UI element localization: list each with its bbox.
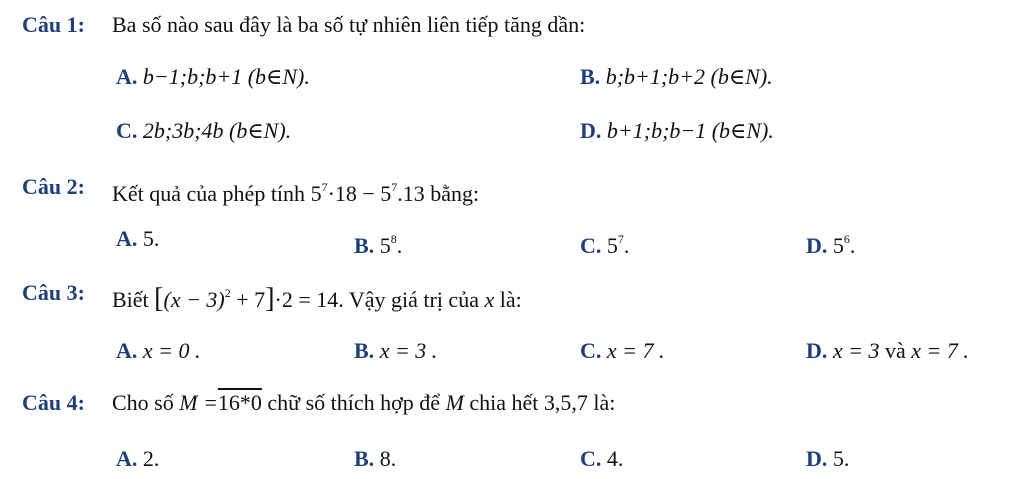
question-4-m-expr: M = [179,390,218,415]
q2-option-d [806,226,855,259]
option-letter: C. [116,118,138,143]
q2-option-b [354,226,402,259]
question-1-label: Câu 1: [22,12,85,37]
q4-option-a [116,446,159,472]
question-3-expression: $[(x - 3)^2 + 7]\cdot 2 = 14$ [154,283,339,314]
question-2-text-after: bằng: [430,181,480,206]
option-expr-2: x = 7 . [911,338,969,363]
option-expr: b−1;b;b+1 (b∈N). [142,64,310,89]
option-value: $5^8$. [379,232,403,258]
option-letter: D. [806,446,828,471]
option-letter: D. [806,338,828,363]
question-3-label: Câu 3: [22,280,85,305]
q3-option-b [354,338,437,364]
question-2 [22,174,85,200]
option-letter: A. [116,338,138,363]
option-value: 2. [142,446,160,471]
q1-option-c [116,118,291,144]
option-expr: x = 3 . [379,338,438,363]
question-1 [22,12,85,38]
question-4-text-mid: chữ số thích hợp để [267,390,441,415]
option-letter: B. [354,446,375,471]
option-letter: D. [806,233,828,258]
question-3-text-after: . Vậy giá trị của [338,287,479,312]
question-4-m-digits: 16*0 [217,390,262,415]
option-conjunction: và [885,338,906,363]
question-4-text-end: chia hết 3,5,7 là: [469,390,616,415]
question-4-m-var: M [445,390,464,415]
option-letter: B. [354,338,375,363]
option-letter: C. [580,446,602,471]
option-letter: A. [116,64,138,89]
question-2-text-before: Kết quả của phép tính [112,181,306,206]
q4-option-d [806,446,849,472]
option-value: $5^7$. [606,232,630,258]
q2-option-c [580,226,629,259]
option-value: 5. [832,446,850,471]
option-expr: x = 7 . [606,338,665,363]
option-value: 4. [606,446,624,471]
option-expr: b+1;b;b−1 (b∈N). [606,118,774,143]
q3-option-a [116,338,201,364]
question-1-text: Ba số nào sau đây là ba số tự nhiên liên tiếp tăng dần: [112,12,586,37]
question-3-text [112,280,522,313]
option-letter: C. [580,233,602,258]
question-3-var: x [484,287,495,312]
q4-option-c [580,446,623,472]
question-4 [22,390,85,416]
option-letter: B. [354,233,375,258]
question-4-text-before: Cho số [112,390,174,415]
q3-option-c [580,338,665,364]
option-expr: b;b+1;b+2 (b∈N). [605,64,773,89]
option-expr: x = 3 [832,338,880,363]
question-4-label: Câu 4: [22,390,85,415]
option-value: $5^6$. [832,232,856,258]
question-2-label: Câu 2: [22,174,85,199]
question-2-expression: $5^7\cdot 18 - 5^7.13$ [310,180,425,206]
q1-option-b [580,64,773,90]
option-expr: x = 0 . [142,338,201,363]
question-3 [22,280,85,306]
question-3-text-before: Biết [112,287,149,312]
option-value: 5. [142,226,160,251]
q2-option-a [116,226,159,252]
q1-option-d [580,118,774,144]
option-letter: B. [580,64,601,89]
question-4-text [112,390,615,416]
question-2-text [112,174,479,207]
option-expr: 2b;3b;4b (b∈N). [142,118,292,143]
q4-option-b [354,446,396,472]
option-letter: A. [116,226,138,251]
option-letter: C. [580,338,602,363]
q3-option-d [806,338,969,364]
q1-option-a [116,64,310,90]
option-value: 8. [379,446,397,471]
question-3-text-end: là: [499,287,522,312]
option-letter: D. [580,118,602,143]
option-letter: A. [116,446,138,471]
